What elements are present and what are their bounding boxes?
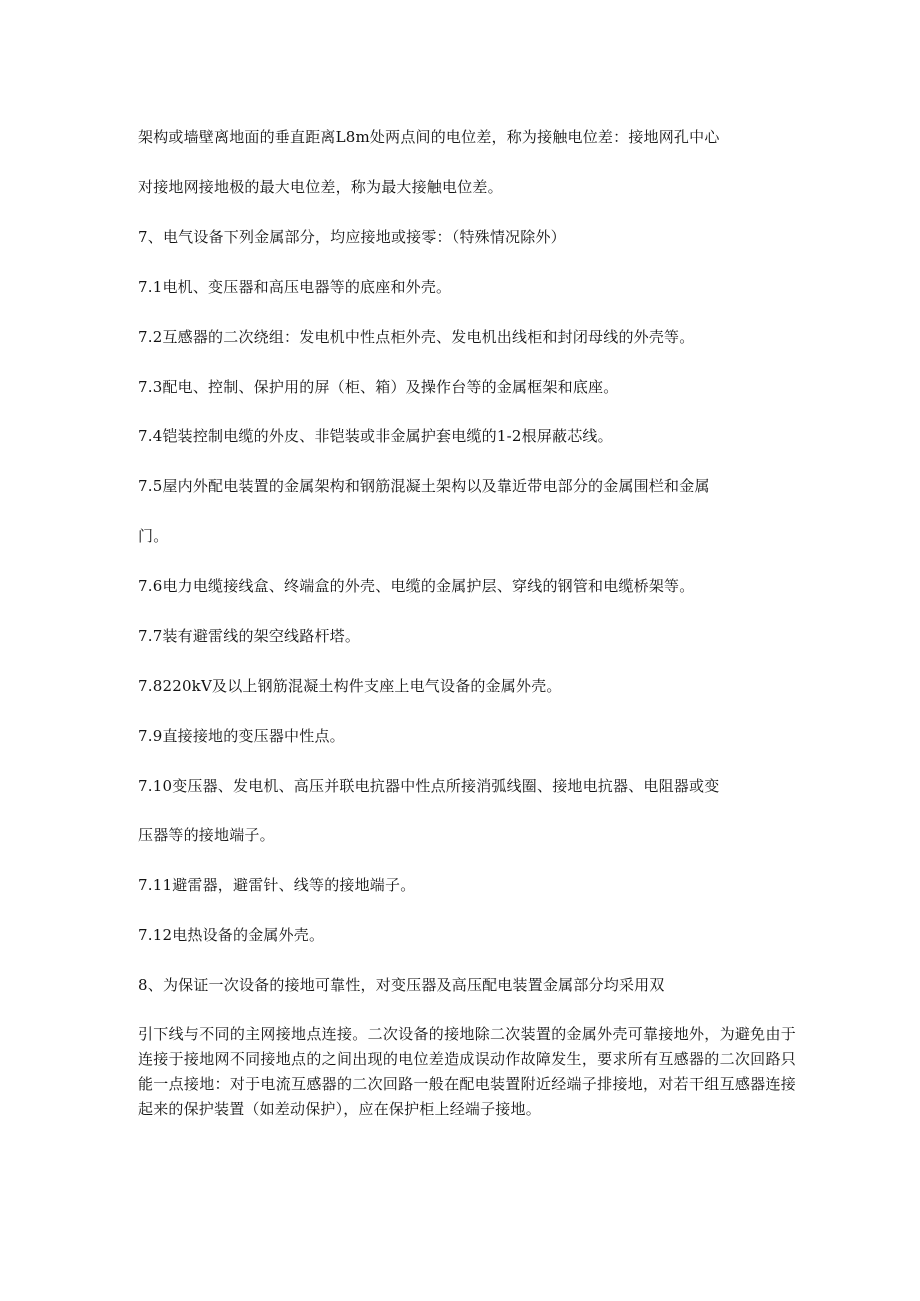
text-line: 7.10变压器、发电机、高压并联电抗器中性点所接消弧线圈、接地电抗器、电阻器或变 [138, 777, 720, 795]
text-line: 对接地网接地极的最大电位差，称为最大接触电位差。 [138, 178, 503, 196]
text-line: 压器等的接地端子。 [138, 826, 275, 844]
text-line: 7.8220kV及以上钢筋混凝土构件支座上电气设备的金属外壳。 [138, 677, 562, 695]
text-line: 架构或墙壁离地面的垂直距离L8m处两点间的电位差，称为接触电位差：接地网孔中心 [138, 128, 720, 146]
final-paragraph: 引下线与不同的主网接地点连接。二次设备的接地除二次装置的金属外壳可靠接地外，为避免由于连接于接地网不同接地点的之间出现的电位差造成误动作故障发生，要求所有互感器的二次回路只能一点接地：对于电流互感器的二次回路一般在配电装置附近经端子排接地，对若干组互感器连接起来的保护装置（如差动保护），应在保护柜上经端子接地。 [138, 1025, 796, 1118]
text-line: 7.3配电、控制、保护用的屏（柜、箱）及操作台等的金属框架和底座。 [138, 378, 619, 396]
text-line: 7、电气设备下列金属部分，均应接地或接零：（特殊情况除外） [138, 228, 566, 246]
text-line: 7.7装有避雷线的架空线路杆塔。 [138, 627, 361, 645]
text-line: 7.1电机、变压器和高压电器等的底座和外壳。 [138, 278, 452, 296]
text-line: 7.5屋内外配电装置的金属架构和钢筋混凝土架构以及靠近带电部分的金属围栏和金属 [138, 477, 710, 495]
text-line: 7.6电力电缆接线盒、终端盒的外壳、电缆的金属护层、穿线的钢管和电缆桥架等。 [138, 577, 695, 595]
text-line: 门。 [138, 527, 169, 545]
text-line: 7.12电热设备的金属外壳。 [138, 926, 325, 944]
text-line: 8、为保证一次设备的接地可靠性，对变压器及高压配电装置金属部分均采用双 [138, 976, 665, 994]
text-line: 7.11避雷器，避雷针、线等的接地端子。 [138, 876, 416, 894]
text-line: 7.4铠装控制电缆的外皮、非铠装或非金属护套电缆的1-2根屏蔽芯线。 [138, 427, 613, 445]
text-line: 7.2互感器的二次绕组：发电机中性点柜外壳、发电机出线柜和封闭母线的外壳等。 [138, 328, 695, 346]
text-line: 7.9直接接地的变压器中性点。 [138, 727, 345, 745]
